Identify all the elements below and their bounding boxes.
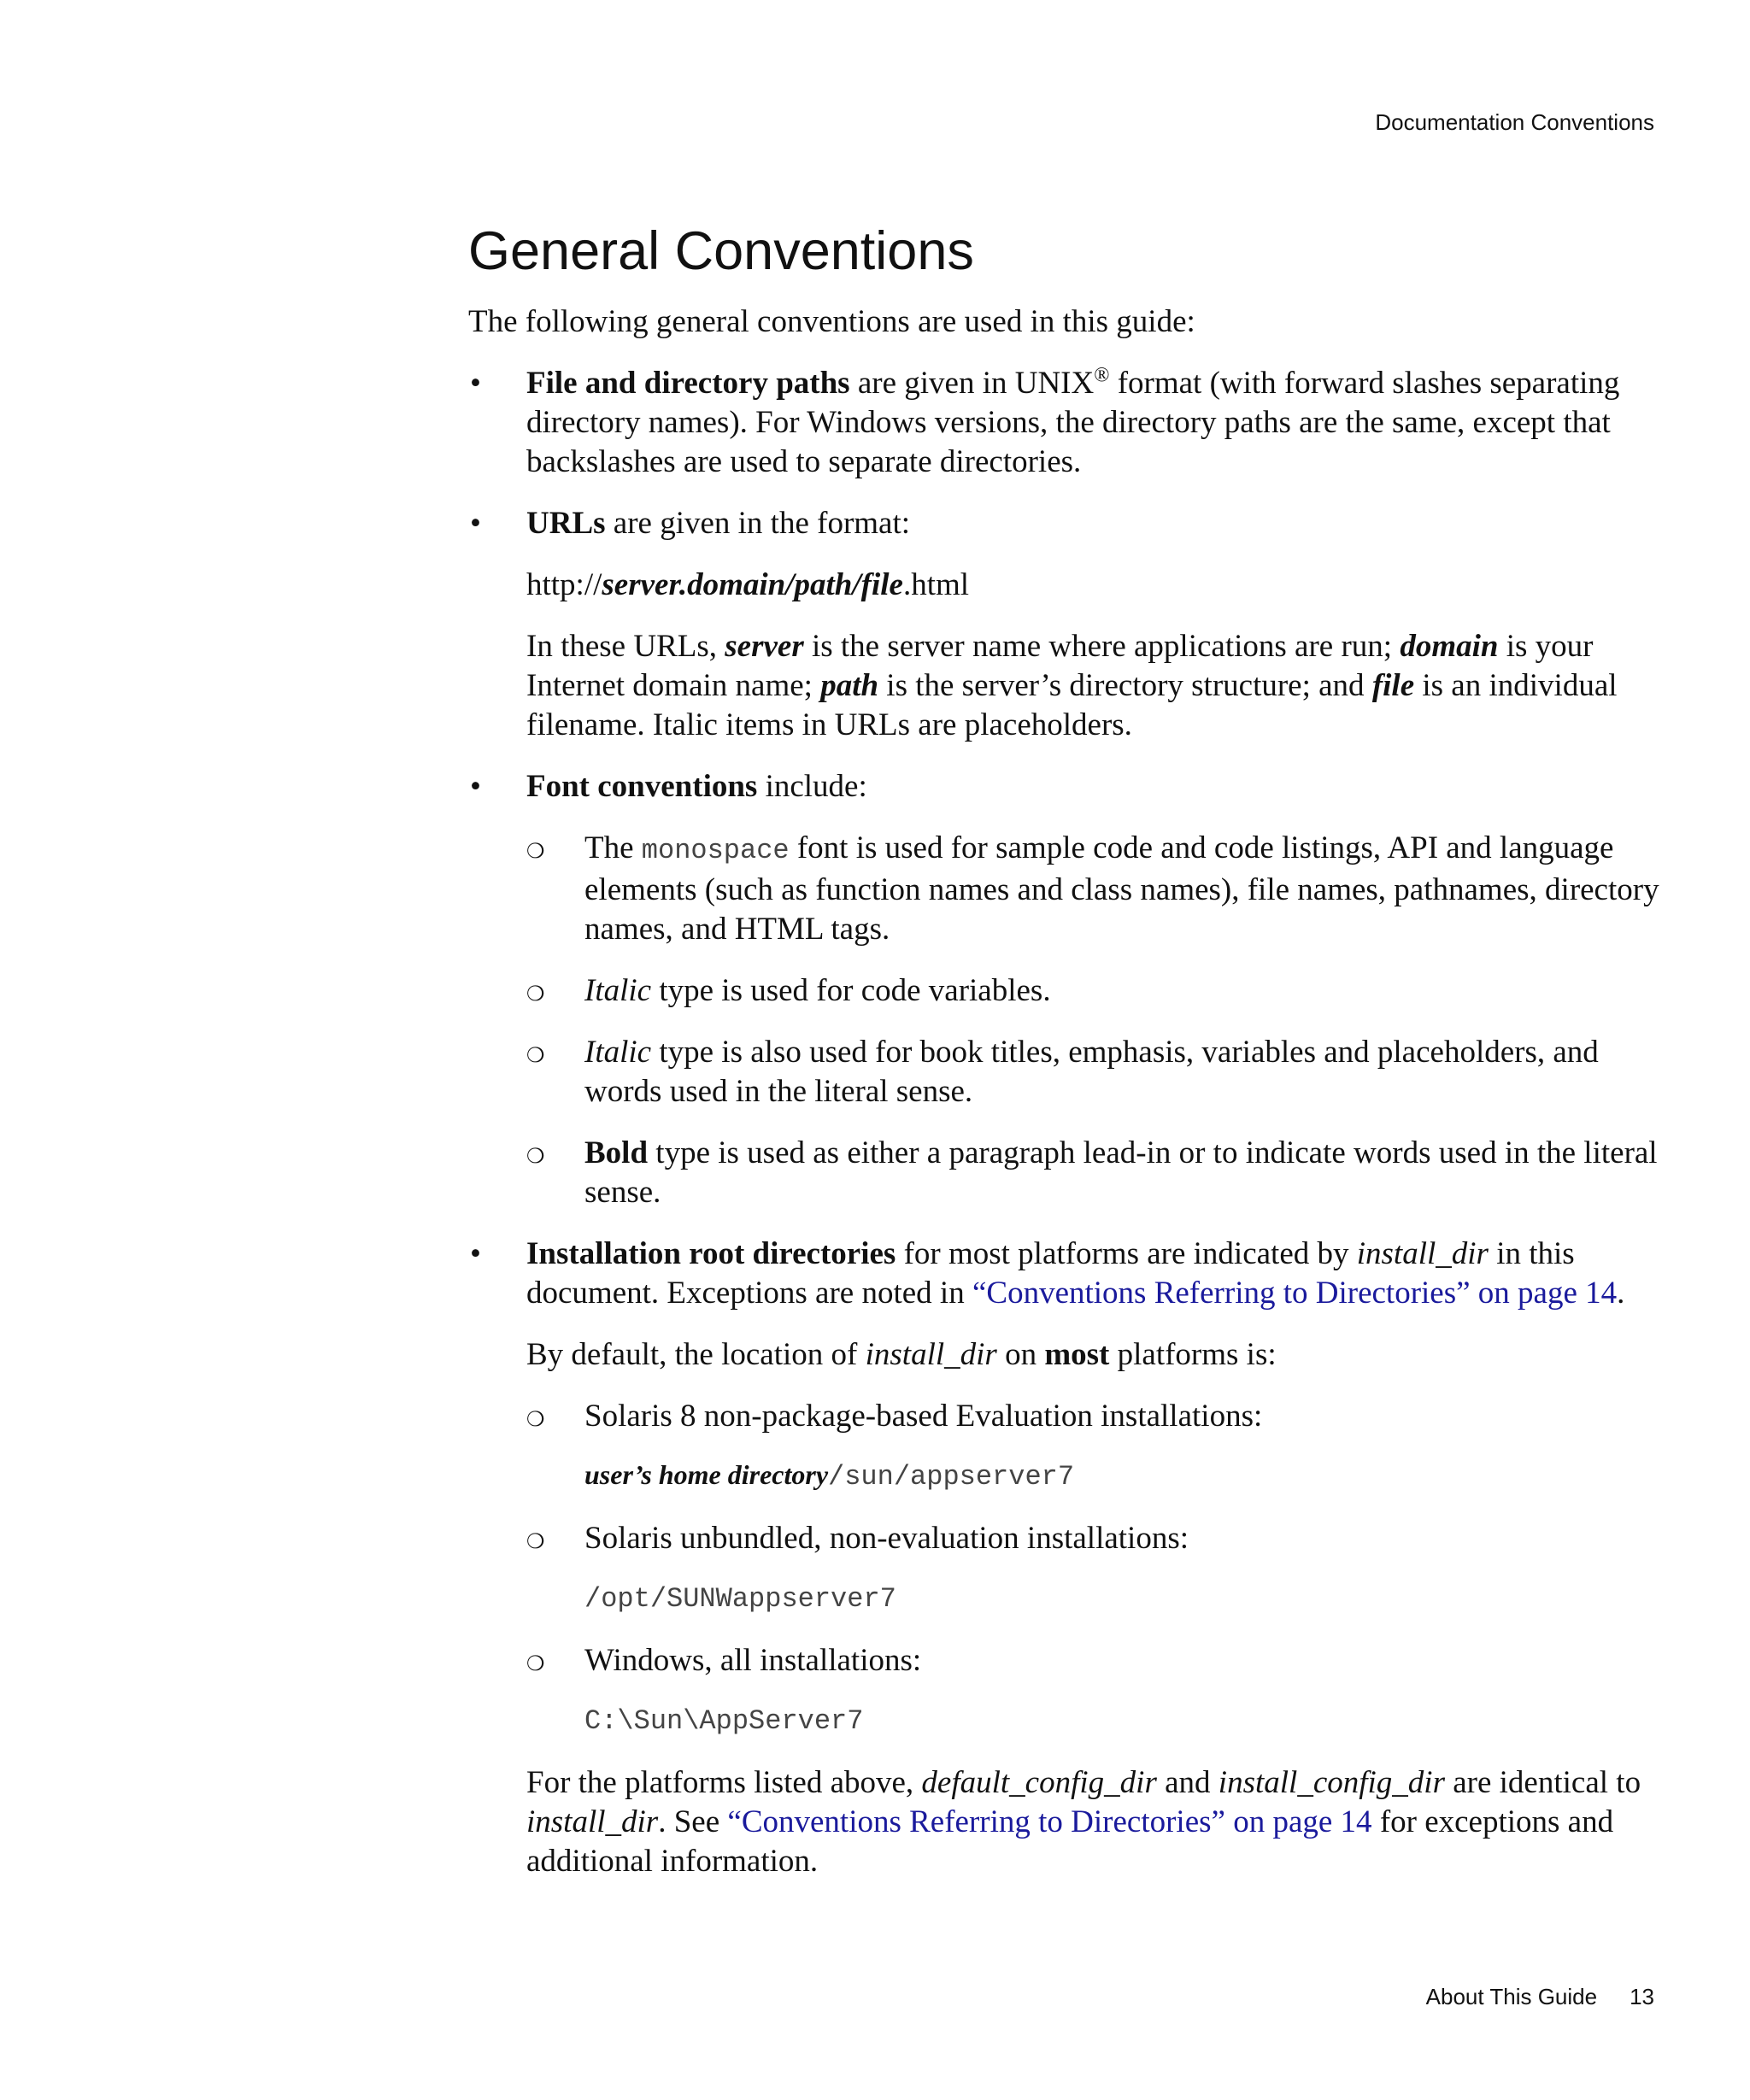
solaris-eval-path: user’s home directory/sun/appserver7 <box>584 1459 1075 1493</box>
list-item-installation-dirs <box>468 1235 1665 1881</box>
lead-in: Font conventions <box>526 769 758 804</box>
font-conventions-text: Font conventions include: <box>526 769 867 804</box>
conventions-list <box>468 364 1665 1881</box>
url-explanation: In these URLs, server is the server name where applications are run; domain is your Internet domain name; path is the server’s directory structure; and file is an individual filename. Italic items in URLs are placeholders. <box>526 629 1618 742</box>
sub-bullet-marker: ❍ <box>526 1043 545 1067</box>
bullet-marker: • <box>470 506 481 541</box>
sub-bullet-marker: ❍ <box>526 1651 545 1675</box>
registered-mark: ® <box>1094 364 1110 387</box>
sub-item-italic-titles: ❍ Italic type is also used for book titles, emphasis, variables and placeholders, and words used in the literal sense. <box>526 1035 1599 1109</box>
sub-item-solaris-unbundled: ❍ Solaris unbundled, non-evaluation installations: /opt/SUNWappserver7 <box>526 1519 1665 1619</box>
page-content <box>468 215 1665 1903</box>
windows-path: C:\Sun\AppServer7 <box>584 1705 864 1737</box>
installation-dirs-text: Installation root directories for most platforms are indicated by install_dir in this document. Exceptions are noted in “Conventions Referring to Directories” on page 14. <box>526 1236 1625 1311</box>
bullet-marker: • <box>470 1236 481 1271</box>
conventions-directories-link[interactable]: “Conventions Referring to Directories” on page 14 <box>972 1276 1618 1311</box>
sub-bullet-marker: ❍ <box>526 1529 545 1553</box>
sub-bullet-marker: ❍ <box>526 982 545 1006</box>
list-item-file-paths <box>468 364 1665 482</box>
sub-item-bold: ❍ Bold type is used as either a paragraph lead-in or to indicate words used in the literal sense. <box>526 1135 1658 1210</box>
sub-item-solaris-eval: ❍ Solaris 8 non-package-based Evaluation installations: user’s home directory/sun/appserver7 <box>526 1397 1665 1497</box>
font-conventions-sublist <box>526 829 1665 1212</box>
file-paths-text: File and directory paths are given in UNIX® format (with forward slashes separating directory names). For Windows versions, the directory paths are the same, except that backslashes are used to separate directories. <box>526 364 1620 479</box>
intro-paragraph: The following general conventions are used in this guide: <box>468 304 1195 339</box>
bullet-marker: • <box>470 366 481 401</box>
sub-bullet-marker: ❍ <box>526 1407 545 1431</box>
default-location-text: By default, the location of install_dir on most platforms is: <box>526 1337 1277 1372</box>
sub-bullet-marker: ❍ <box>526 1144 545 1168</box>
lead-in: File and directory paths <box>526 366 850 401</box>
sub-item-monospace: ❍ The monospace font is used for sample code and code listings, API and language elements (such as function names and class names), file names, pathnames, directory names, and HTML tags. <box>526 830 1659 947</box>
lead-in: URLs <box>526 506 606 541</box>
conventions-directories-link-2[interactable]: “Conventions Referring to Directories” on page 14 <box>727 1804 1372 1839</box>
urls-text: URLs are given in the format: <box>526 506 911 541</box>
solaris-unbundled-path: /opt/SUNWappserver7 <box>584 1583 896 1615</box>
url-format: http://server.domain/path/file.html <box>526 567 970 602</box>
section-title: General Conventions <box>468 221 974 281</box>
sub-item-italic-code: ❍ Italic type is used for code variables. <box>526 971 1665 1011</box>
page-number: 13 <box>1630 1984 1654 2009</box>
bullet-marker: • <box>470 769 481 804</box>
sub-item-windows: ❍ Windows, all installations: C:\Sun\AppServer7 <box>526 1641 1665 1741</box>
list-item-font-conventions <box>468 767 1665 1212</box>
platforms-note-text: For the platforms listed above, default_config_dir and install_config_dir are identical to install_dir. See “Conventions Referring to Directories” on page 14 for exceptions and additional information. <box>526 1765 1641 1879</box>
platform-locations-sublist <box>526 1397 1665 1741</box>
list-item-urls <box>468 504 1665 745</box>
running-header: Documentation Conventions <box>1375 109 1654 135</box>
sub-bullet-marker: ❍ <box>526 839 545 863</box>
page-footer <box>1426 1984 1654 2010</box>
footer-section-title: About This Guide <box>1425 1984 1598 2009</box>
lead-in: Installation root directories <box>526 1236 896 1271</box>
